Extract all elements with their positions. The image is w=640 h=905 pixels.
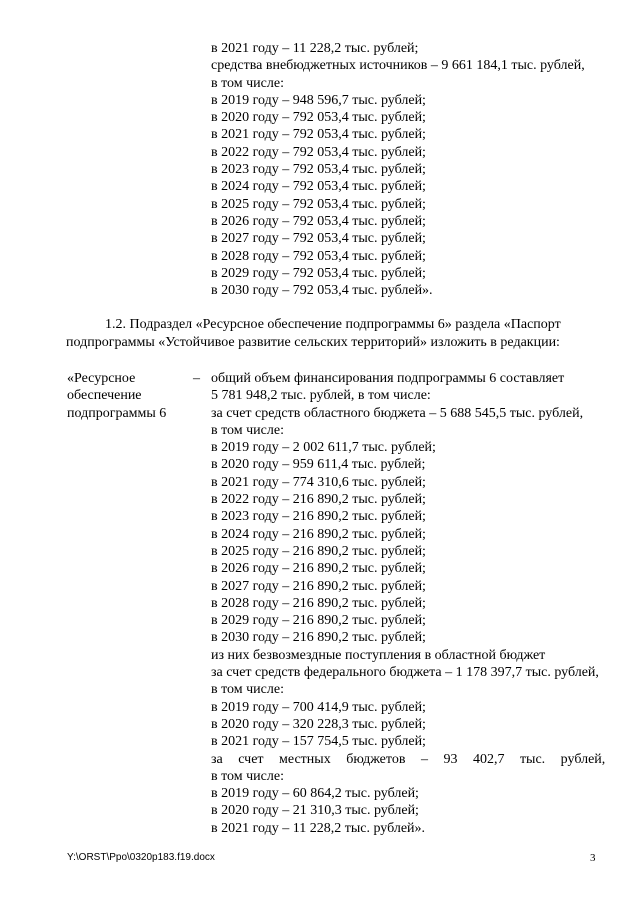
funding-continuation-list (211, 40, 606, 299)
funding-line: за счет средств федерального бюджета – 1 178 397,7 тыс. рублей, (211, 665, 599, 681)
funding-line: в 2029 году – 216 890,2 тыс. рублей; (211, 613, 426, 629)
section-label (67, 370, 187, 422)
paragraph-line-1 (66, 316, 606, 334)
funding-line: в 2028 году – 792 053,4 тыс. рублей; (211, 248, 426, 264)
funding-line: в 2022 году – 792 053,4 тыс. рублей; (211, 144, 426, 160)
funding-line: в 2021 году – 774 310,6 тыс. рублей; (211, 474, 426, 490)
footer-file-path: Y:\ORST\Ppo\0320p183.f19.docx (67, 852, 215, 863)
funding-line: в 2025 году – 792 053,4 тыс. рублей; (211, 196, 426, 212)
funding-line: в 2020 году – 959 611,4 тыс. рублей; (211, 457, 426, 473)
funding-line: в 2025 году – 216 890,2 тыс. рублей; (211, 543, 426, 559)
paragraph-line-2: подпрограммы «Устойчивое развитие сельских территорий» изложить в редакции: (66, 334, 560, 350)
funding-line: в 2030 году – 216 890,2 тыс. рублей; (211, 630, 426, 646)
funding-line: 5 781 948,2 тыс. рублей, в том числе: (211, 388, 431, 404)
funding-line: в 2026 году – 792 053,4 тыс. рублей; (211, 213, 426, 229)
funding-line: за счет средств областного бюджета – 5 688 545,5 тыс. рублей, (211, 405, 584, 421)
funding-line: в том числе: (211, 768, 284, 784)
funding-line: в 2023 году – 792 053,4 тыс. рублей; (211, 162, 426, 178)
funding-line: в 2020 году – 21 310,3 тыс. рублей; (211, 803, 419, 819)
funding-line: в 2019 году – 60 864,2 тыс. рублей; (211, 786, 419, 802)
funding-line: в 2019 году – 948 596,7 тыс. рублей; (211, 92, 426, 108)
funding-line: в 2028 году – 216 890,2 тыс. рублей; (211, 595, 426, 611)
funding-line: в 2021 году – 792 053,4 тыс. рублей; (211, 127, 426, 143)
funding-line: в 2021 году – 11 228,2 тыс. рублей; (211, 41, 419, 56)
funding-line: в 2030 году – 792 053,4 тыс. рублей». (211, 283, 433, 299)
page-number: 3 (590, 852, 596, 864)
funding-line: в 2023 году – 216 890,2 тыс. рублей; (211, 509, 426, 525)
funding-line: в 2027 году – 792 053,4 тыс. рублей; (211, 231, 426, 247)
funding-line: в том числе: (211, 682, 284, 698)
funding-line: в 2019 году – 700 414,9 тыс. рублей; (211, 699, 426, 715)
funding-line: в 2029 году – 792 053,4 тыс. рублей; (211, 265, 426, 281)
funding-line: в 2020 году – 792 053,4 тыс. рублей; (211, 110, 426, 126)
funding-line: средства внебюджетных источников – 9 661 184,1 тыс. рублей, (211, 58, 585, 74)
funding-line: за счет местных бюджетов – 93 402,7 тыс. рублей, (211, 751, 606, 767)
funding-line: в 2019 году – 2 002 611,7 тыс. рублей; (211, 440, 436, 456)
funding-line: в 2027 году – 216 890,2 тыс. рублей; (211, 578, 426, 594)
funding-line: общий объем финансирования подпрограммы 6 составляет (211, 371, 565, 386)
amendment-paragraph (66, 316, 606, 351)
funding-line: в 2024 году – 792 053,4 тыс. рублей; (211, 179, 426, 195)
label-dash: – (193, 371, 200, 386)
funding-line: из них безвозмездные поступления в областной бюджет (211, 647, 546, 663)
label-line: обеспечение (67, 388, 142, 404)
funding-line: в 2020 году – 320 228,3 тыс. рублей; (211, 716, 426, 732)
funding-line: в 2022 году – 216 890,2 тыс. рублей; (211, 492, 426, 508)
funding-line: в 2021 году – 157 754,5 тыс. рублей; (211, 734, 426, 750)
funding-line: в 2024 году – 216 890,2 тыс. рублей; (211, 526, 426, 542)
label-line: «Ресурсное (67, 371, 136, 386)
funding-line: в том числе: (211, 422, 284, 438)
resource-funding-list (211, 370, 606, 837)
label-line: подпрограммы 6 (67, 405, 167, 421)
paragraph-text: 1.2. Подраздел «Ресурсное обеспечение подпрограммы 6» раздела «Паспорт (105, 317, 561, 332)
funding-line: в 2021 году – 11 228,2 тыс. рублей». (211, 820, 426, 836)
funding-line: в 2026 году – 216 890,2 тыс. рублей; (211, 561, 426, 577)
funding-line: в том числе: (211, 75, 284, 91)
